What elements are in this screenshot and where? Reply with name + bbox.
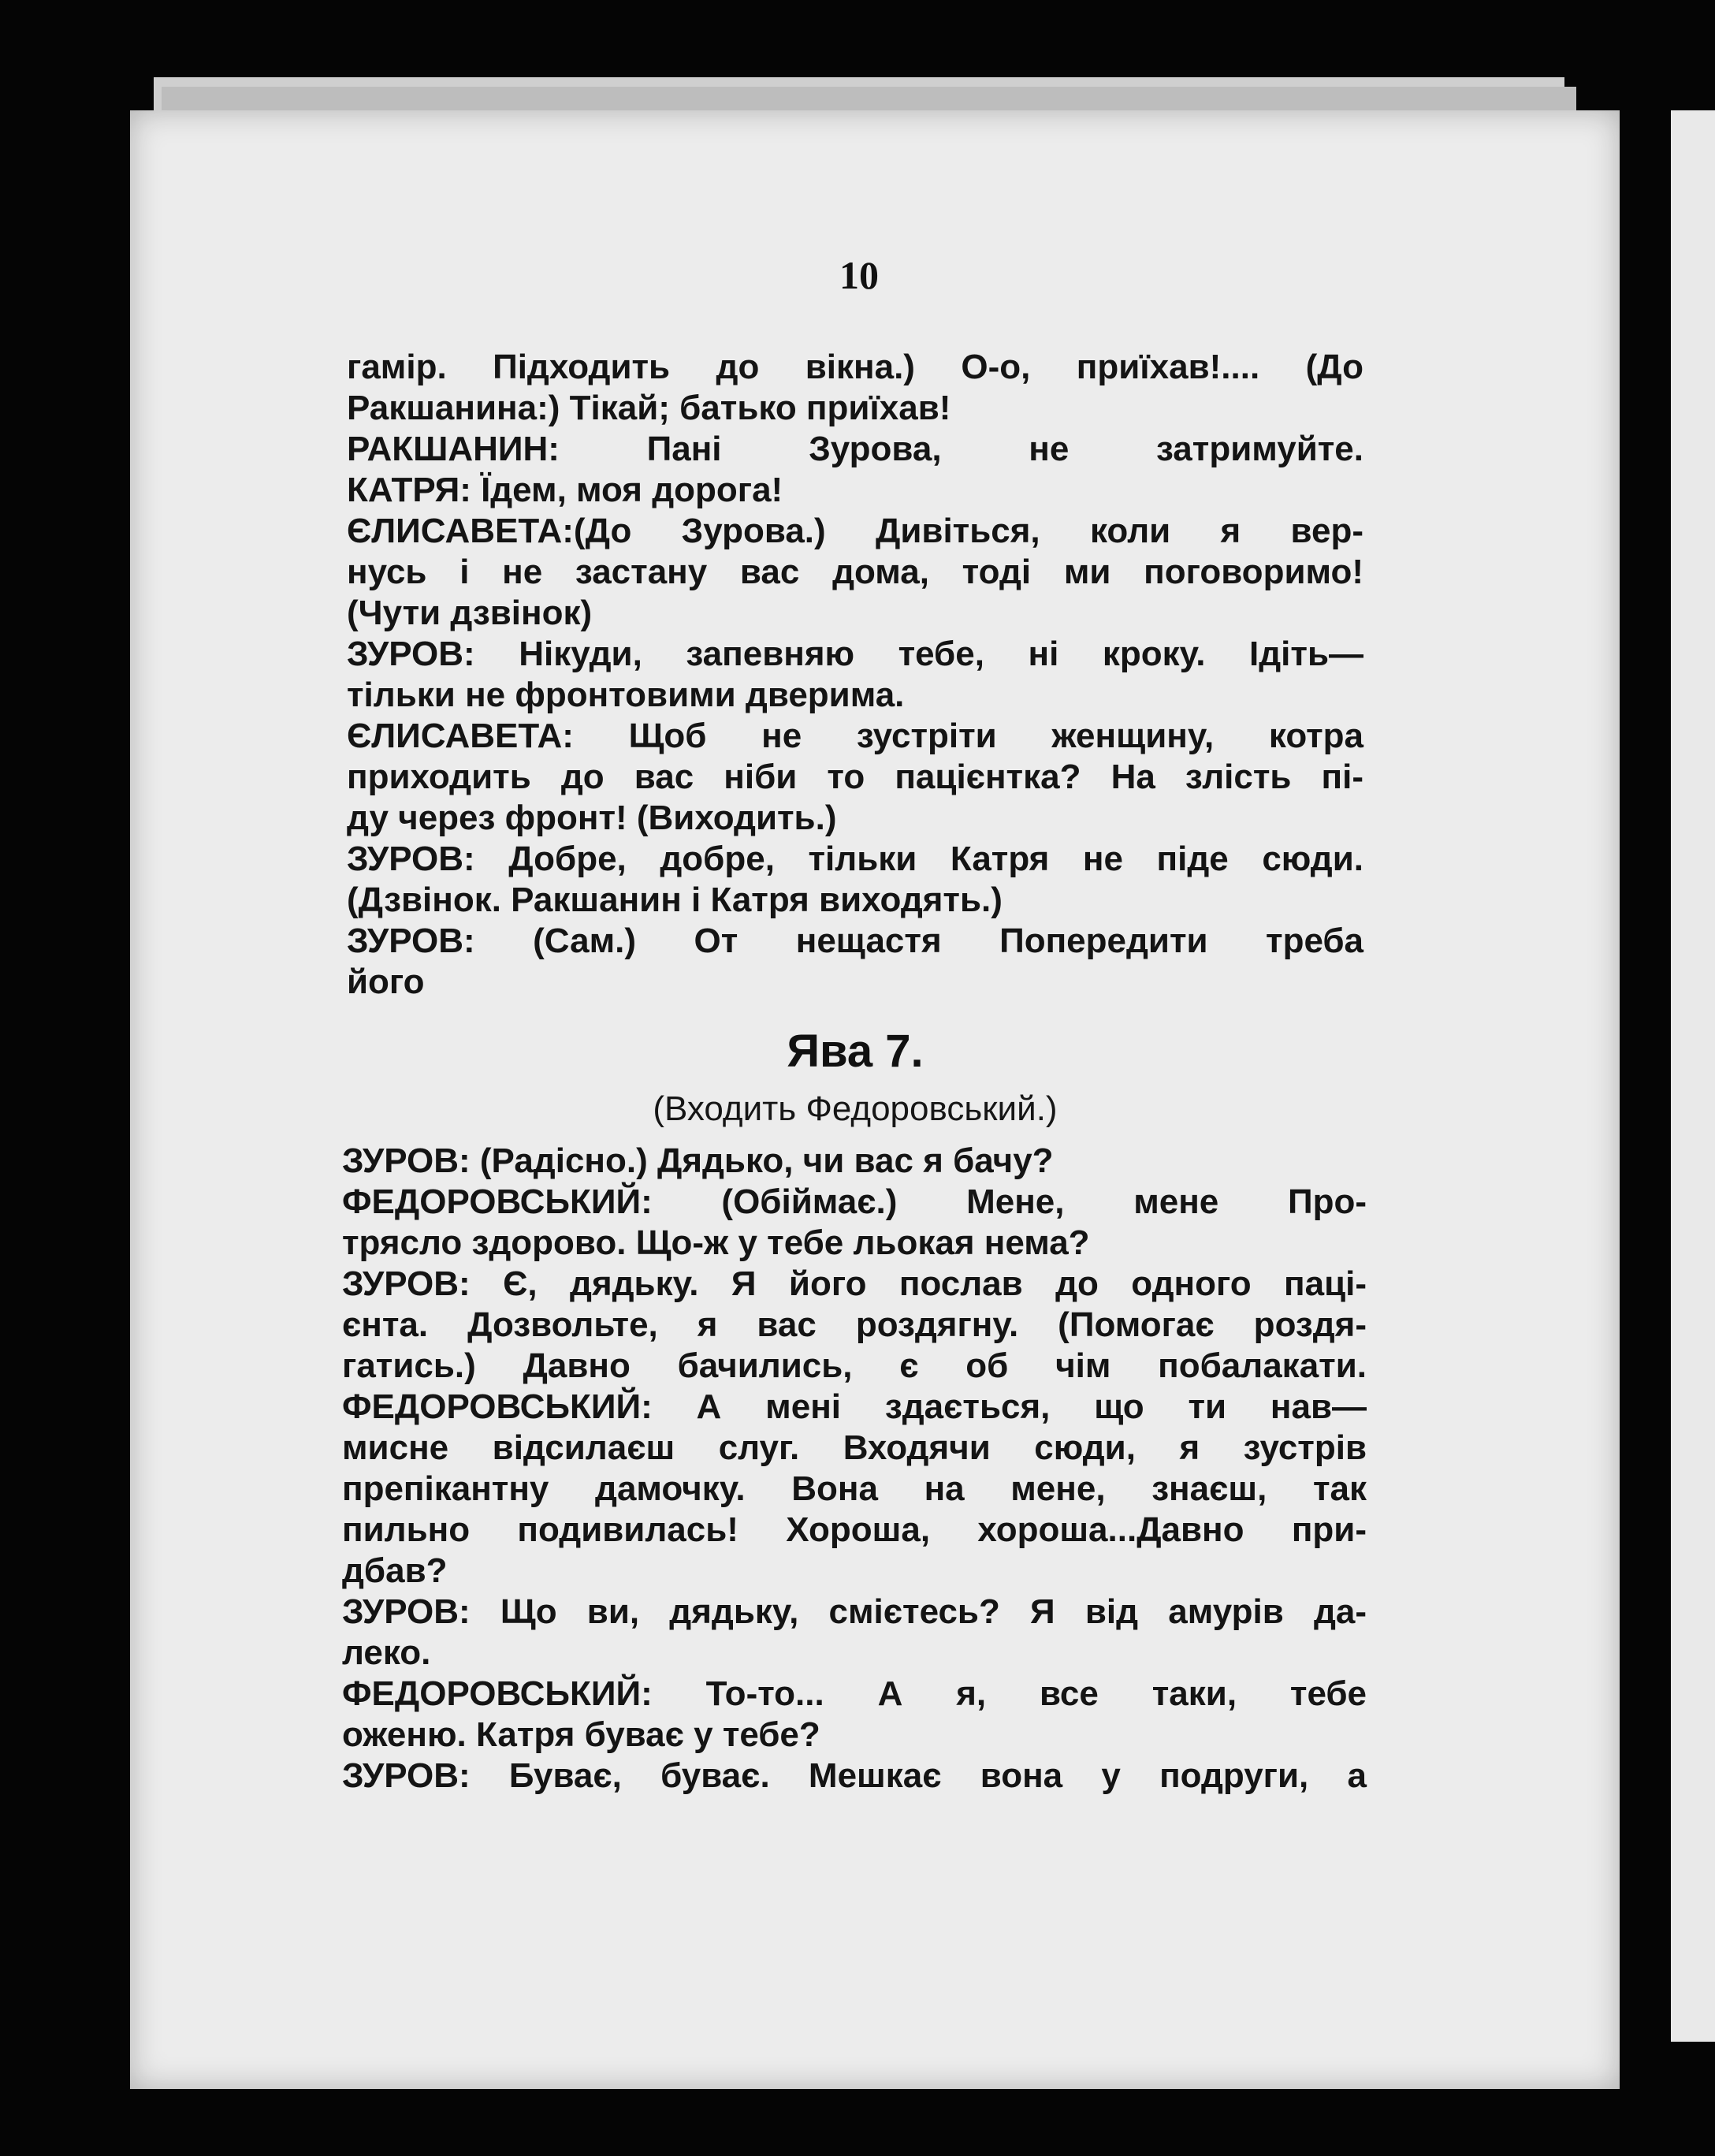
text-line: ЗУРОВ: (Радісно.) Дядько, чи вас я бачу? xyxy=(342,1141,1054,1180)
text-block-before-scene xyxy=(347,347,1363,1003)
text-line: ЗУРОВ: Нікуди, запевняю тебе, ні кроку. Ідіть— xyxy=(347,635,1363,673)
text-line: ЗУРОВ: Буває, буває. Мешкає вона у подруги, а xyxy=(342,1756,1367,1795)
text-line: приходить до вас ніби то пацієнтка? На злість пі- xyxy=(347,758,1363,796)
text-line: трясло здорово. Що-ж у тебе льокая нема? xyxy=(342,1223,1090,1262)
text-block-after-scene xyxy=(342,1141,1367,1797)
text-line: (Дзвінок. Ракшанин і Катря виходять.) xyxy=(347,881,1003,919)
text-line: леко. xyxy=(342,1633,431,1672)
text-line: дбав? xyxy=(342,1551,448,1590)
text-line: оженю. Катря буває у тебе? xyxy=(342,1715,820,1754)
text-line: КАТРЯ: Їдем, моя дорога! xyxy=(347,471,783,509)
text-line: гатись.) Давно бачились, є об чім побалакати. xyxy=(342,1346,1367,1385)
text-line: нусь і не застану вас дома, тоді ми поговоримо! xyxy=(347,553,1363,591)
text-line: його xyxy=(347,963,425,1001)
text-line: ЗУРОВ: Що ви, дядьку, смієтесь? Я від амурів да- xyxy=(342,1592,1367,1631)
text-line: ЄЛИСАВЕТА:(До Зурова.) Дивіться, коли я вер- xyxy=(347,512,1363,550)
page-number: 10 xyxy=(839,253,879,297)
adjacent-page-edge xyxy=(1671,110,1715,2042)
scene-title: Ява 7. xyxy=(787,1026,924,1077)
text-line: ФЕДОРОВСЬКИЙ: А мені здається, що ти нав— xyxy=(342,1387,1367,1426)
text-line: ЄЛИСАВЕТА: Щоб не зустріти женщину, котра xyxy=(347,717,1363,755)
text-line: РАКШАНИН: Пані Зурова, не затримуйте. xyxy=(347,430,1363,468)
text-line: (Чути дзвінок) xyxy=(347,594,593,632)
text-line: препікантну дамочку. Вона на мене, знаєш, так xyxy=(342,1469,1367,1508)
text-line: ЗУРОВ: Є, дядьку. Я його послав до одного паці- xyxy=(342,1264,1367,1303)
text-line: єнта. Дозвольте, я вас роздягну. (Помогає роздя- xyxy=(342,1305,1367,1344)
stage-direction: (Входить Федоровський.) xyxy=(653,1089,1058,1128)
text-line: ЗУРОВ: (Сам.) От нещастя Попередити треба xyxy=(347,922,1363,960)
text-line: Ракшанина:) Тікай; батько приїхав! xyxy=(347,389,951,427)
text-line: пильно подивилась! Хороша, хороша...Давно при- xyxy=(342,1510,1367,1549)
text-line: гамір. Підходить до вікна.) О-о, приїхав!.... (До xyxy=(347,348,1363,386)
text-line: ФЕДОРОВСЬКИЙ: (Обіймає.) Мене, мене Про- xyxy=(342,1182,1367,1221)
text-line: тільки не фронтовими дверима. xyxy=(347,676,905,714)
text-line: ФЕДОРОВСЬКИЙ: То-то... А я, все таки, тебе xyxy=(342,1674,1367,1713)
text-line: ЗУРОВ: Добре, добре, тільки Катря не піде сюди. xyxy=(347,840,1363,878)
text-line: мисне відсилаєш слуг. Входячи сюди, я зустрів xyxy=(342,1428,1367,1467)
text-line: ду через фронт! (Виходить.) xyxy=(347,799,837,837)
